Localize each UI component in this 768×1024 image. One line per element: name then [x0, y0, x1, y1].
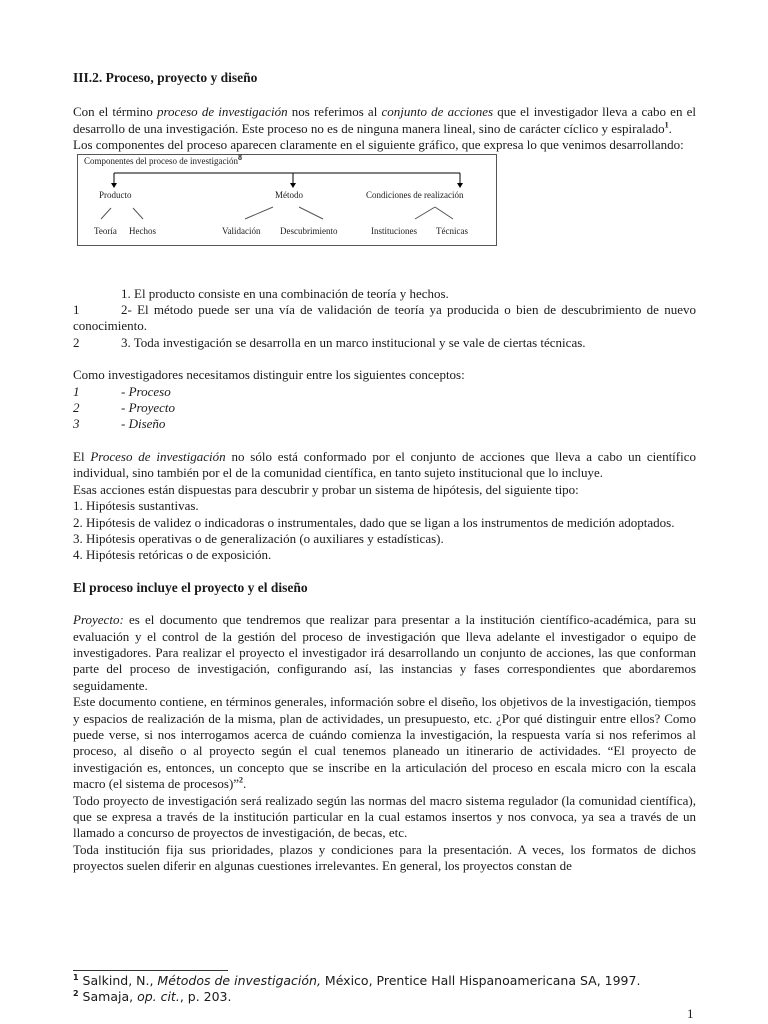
footnote-mark: 1 [73, 972, 79, 982]
footnote-ref: 8 [237, 152, 242, 162]
text-run: es el documento que tendremos que realizar para presentar a la institución científico-académica, para su evaluación y el control de la gestión del proceso de investigación que lleva adelante el investigador o equipo de investigadores. Para realizar el proyecto el investigador irá desarrollando un conjunto de acciones, las que conforman parte del proceso de investigación, configurando así, las instancias y fases correspondientes que abordaremos seguidamente. [73, 612, 696, 693]
item-text: - Diseño [121, 416, 166, 432]
text-run: Salkind, N., [78, 973, 158, 988]
concept-item [73, 400, 696, 416]
proyecto-paragraph-1 [73, 612, 696, 694]
footnotes [73, 970, 696, 1005]
component-item [73, 335, 696, 351]
italic-term: Proyecto: [73, 612, 124, 628]
leaf-descubrimiento: Descubrimiento [280, 225, 338, 236]
leaf-teoria: Teoría [94, 225, 117, 236]
italic-term: op. cit. [137, 989, 180, 1004]
node-condiciones: Condiciones de realización [366, 189, 464, 200]
leaf-hechos: Hechos [129, 225, 156, 236]
proceso-paragraph-1 [73, 449, 696, 482]
text-run: Samaja, [78, 989, 138, 1004]
diagram-title-text: Componentes del proceso de investigación [84, 155, 238, 166]
footnote [73, 989, 696, 1005]
footnote-separator [73, 970, 228, 971]
italic-term: conjunto de acciones [381, 104, 494, 120]
item-text: - Proyecto [121, 400, 176, 416]
text-run: . [243, 776, 247, 792]
intro-paragraph-2: Los componentes del proceso aparecen claramente en el siguiente gráfico, que expresa lo que venimos desarrollando: [73, 137, 684, 153]
item-number: 1 [73, 383, 80, 399]
component-item [73, 302, 696, 335]
footnote-mark: 2 [73, 988, 79, 998]
hypothesis-item: 1. Hipótesis sustantivas. [73, 498, 199, 514]
item-text: 1. El producto consiste en una combinación de teoría y hechos. [121, 285, 449, 301]
concept-item [73, 384, 696, 400]
concepts-intro: Como investigadores necesitamos distinguir entre los siguientes conceptos: [73, 367, 465, 383]
intro-paragraph-1 [73, 104, 696, 137]
concept-item [73, 416, 696, 432]
document-body [73, 70, 696, 875]
footnote-ref: 2 [239, 775, 244, 785]
node-metodo: Método [275, 189, 303, 200]
item-number: 2 [73, 400, 80, 416]
leaf-instituciones: Instituciones [371, 225, 417, 236]
italic-term: Proceso de investigación [90, 448, 226, 464]
leaf-tecnicas: Técnicas [436, 225, 468, 236]
leaf-validacion: Validación [222, 225, 261, 236]
text-run: . [668, 120, 672, 136]
process-components-diagram [77, 154, 497, 246]
node-producto: Producto [99, 189, 132, 200]
proceso-paragraph-2: Esas acciones están dispuestas para descubrir y probar un sistema de hipótesis, del siguiente tipo: [73, 481, 579, 497]
italic-term: proceso de investigación [156, 104, 288, 120]
item-text: - Proceso [121, 383, 171, 399]
item-text: 2- El método puede ser una vía de validación de teoría ya producida o bien de descubrimiento de nuevo conocimiento. [73, 302, 696, 334]
text-run: que el investigador lleva a cabo en el desarrollo de una investigación. Este proceso no es de ninguna manera lineal, sino de carácter cíclico y espiralado [73, 104, 696, 136]
hypothesis-item: 2. Hipótesis de validez o indicadoras o instrumentales, dado que se ligan a los instrumentos de medición adoptados. [73, 514, 675, 530]
proyecto-paragraph-3: Todo proyecto de investigación será realizado según las normas del macro sistema regulador (la comunidad científica), que se expresa a través de la institución particular en la cual estamos insertos y nos convoca, ya sea a través de un llamado a concurso de proyectos de investigación, de becas, etc. [73, 792, 696, 841]
text-run: El [73, 448, 91, 464]
subheading: El proceso incluye el proyecto y el diseño [73, 579, 308, 595]
item-number: 3 [73, 416, 80, 432]
section-title: III.2. Proceso, proyecto y diseño [73, 70, 258, 85]
footnote [73, 973, 696, 989]
diagram-title [84, 152, 242, 167]
item-number: 2 [73, 334, 80, 350]
italic-term: Métodos de investigación, [157, 973, 321, 988]
text-run: Con el término [73, 104, 157, 120]
item-text: 3. Toda investigación se desarrolla en un marco institucional y se vale de ciertas técnicas. [121, 334, 586, 350]
hypothesis-item: 3. Hipótesis operativas o de generalización (o auxiliares y estadísticas). [73, 530, 444, 546]
item-number: 1 [73, 302, 80, 318]
page-number: 1 [687, 1006, 694, 1021]
proyecto-paragraph-2 [73, 694, 696, 792]
text-run: Este documento contiene, en términos generales, información sobre el diseño, los objetivos de la investigación, tiempos y espacios de realización de la misma, plan de actividades, un presupuesto, etc. ¿Por qué distinguir entre ellos? Como puede verse, si nos interrogamos acerca de cuándo comienza la investigación, la respuesta varía si nos referimos al proceso, al diseño o al proyecto según el cual tenemos planeado un itinerario de actividades. “El proyecto de investigación es, entonces, un concepto que se inscribe en la articulación del proceso en escala micro con la escala macro (el sistema de procesos)” [73, 694, 696, 792]
text-run: , p. 203. [179, 989, 232, 1004]
text-run: no sólo está conformado por el conjunto de acciones que lleva a cabo un científico individual, sino también por el de la comunidad científica, en tanto sujeto institucional que lo incluye. [73, 448, 696, 481]
hypothesis-item: 4. Hipótesis retóricas o de exposición. [73, 547, 272, 563]
text-run: México, Prentice Hall Hispanoamericana SA, 1997. [320, 973, 641, 988]
text-run: nos referimos al [287, 104, 382, 120]
footnote-ref: 1 [664, 120, 669, 130]
component-item [73, 286, 696, 302]
proyecto-paragraph-4: Toda institución fija sus prioridades, plazos y condiciones para la presentación. A veces, los formatos de dichos proyectos suelen diferir en algunas cuestiones irrelevantes. En general, los proyectos constan de [73, 841, 696, 874]
